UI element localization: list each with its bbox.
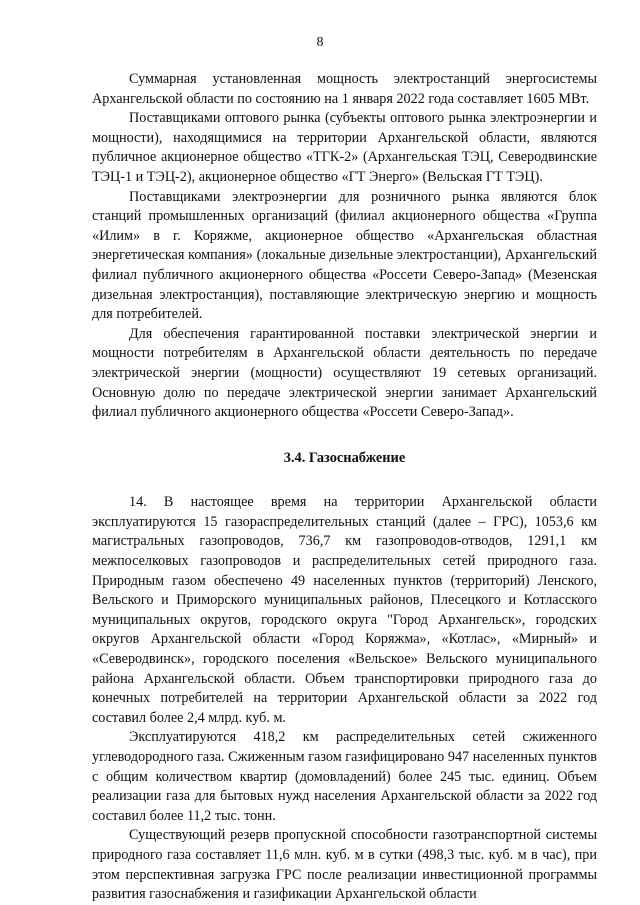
page-number: 8 — [316, 35, 324, 50]
paragraph-capacity-reserve: Существующий резерв пропускной способности газотранспортной системы природного газа составляет 11,6 млн. куб. м в сутки (498,3 тыс. куб. м в час), при этом перспективная загрузка ГРС после реализации инвестиционной программы развития газоснабжения и газификации Архангельской области — [92, 827, 597, 903]
paragraph-installed-capacity: Суммарная установленная мощность электростанций энергосистемы Архангельской области по состоянию на 1 января 2022 года составляет 1605 МВт. — [92, 71, 597, 107]
section-heading-gas-supply: 3.4. Газоснабжение — [283, 449, 406, 466]
paragraph-grid-organizations: Для обеспечения гарантированной поставки электрической энергии и мощности потребителям в Архангельской области деятельность по передаче электрической энергии (мощности) осуществляют 19 сетевых организаций. Основную долю по передаче электрической энергии занимает Архангельский филиал публичного акционерного общества «Россети Северо-Запад». — [92, 325, 597, 421]
paragraph-gas-infrastructure: 14. В настоящее время на территории Архангельской области эксплуатируются 15 газораспределительных станций (далее – ГРС), 1053,6 км магистральных газопроводов, 736,7 км газопроводов-отводов, 1291,1 км межпоселковых газопроводов и распределительных сетей природного газа. Природным газом обеспечено 49 населенных пунктов (территорий) Ленского, Вельского и Приморского муниципальных районов, Плесецкого и Котласского муниципальных округов, городского округа "Город Архангельск», городских округов Архангельской области «Город Коряжма», «Котлас», «Мирный» и «Северодвинск», городского поселения «Вельское» Вельского муниципального района Архангельской области. Объем транспортировки природного газа до конечных потребителей на территории Архангельской области за 2022 год составил более 2,4 млрд. куб. м. — [92, 494, 597, 726]
paragraph-liquefied-gas: Эксплуатируются 418,2 км распределительных сетей сжиженного углеводородного газа. Сжиженным газом газифицировано 947 населенных пунктов с общим количеством квартир (домовладений) более 245 тыс. единиц. Объем реализации газа для бытовых нужд населения Архангельской области за 2022 год составил более 11,2 тыс. тонн. — [92, 729, 597, 824]
paragraph-wholesale-suppliers: Поставщиками оптового рынка (субъекты оптового рынка электроэнергии и мощности), находящимися на территории Архангельской области, являются публичное акционерное общество «ТГК-2» (Архангельская ТЭЦ, Северодвинские ТЭЦ-1 и ТЭЦ-2), акционерное общество «ГТ Энерго» (Вельская ГТ ТЭЦ). — [92, 110, 597, 185]
document-body — [92, 70, 597, 905]
paragraph-retail-suppliers: Поставщиками электроэнергии для розничного рынка являются блок станций промышленных организаций (филиал акционерного общества «Группа «Илим» в г. Коряжме, акционерное общество «Архангельская областная энергетическая компания» (локальные дизельные электростанции), Архангельский филиал публичного акционерного общества «Россети Северо-Запад» (Мезенская дизельная электростанция), поставляющие электрическую энергию и мощность для потребителей. — [92, 188, 597, 323]
